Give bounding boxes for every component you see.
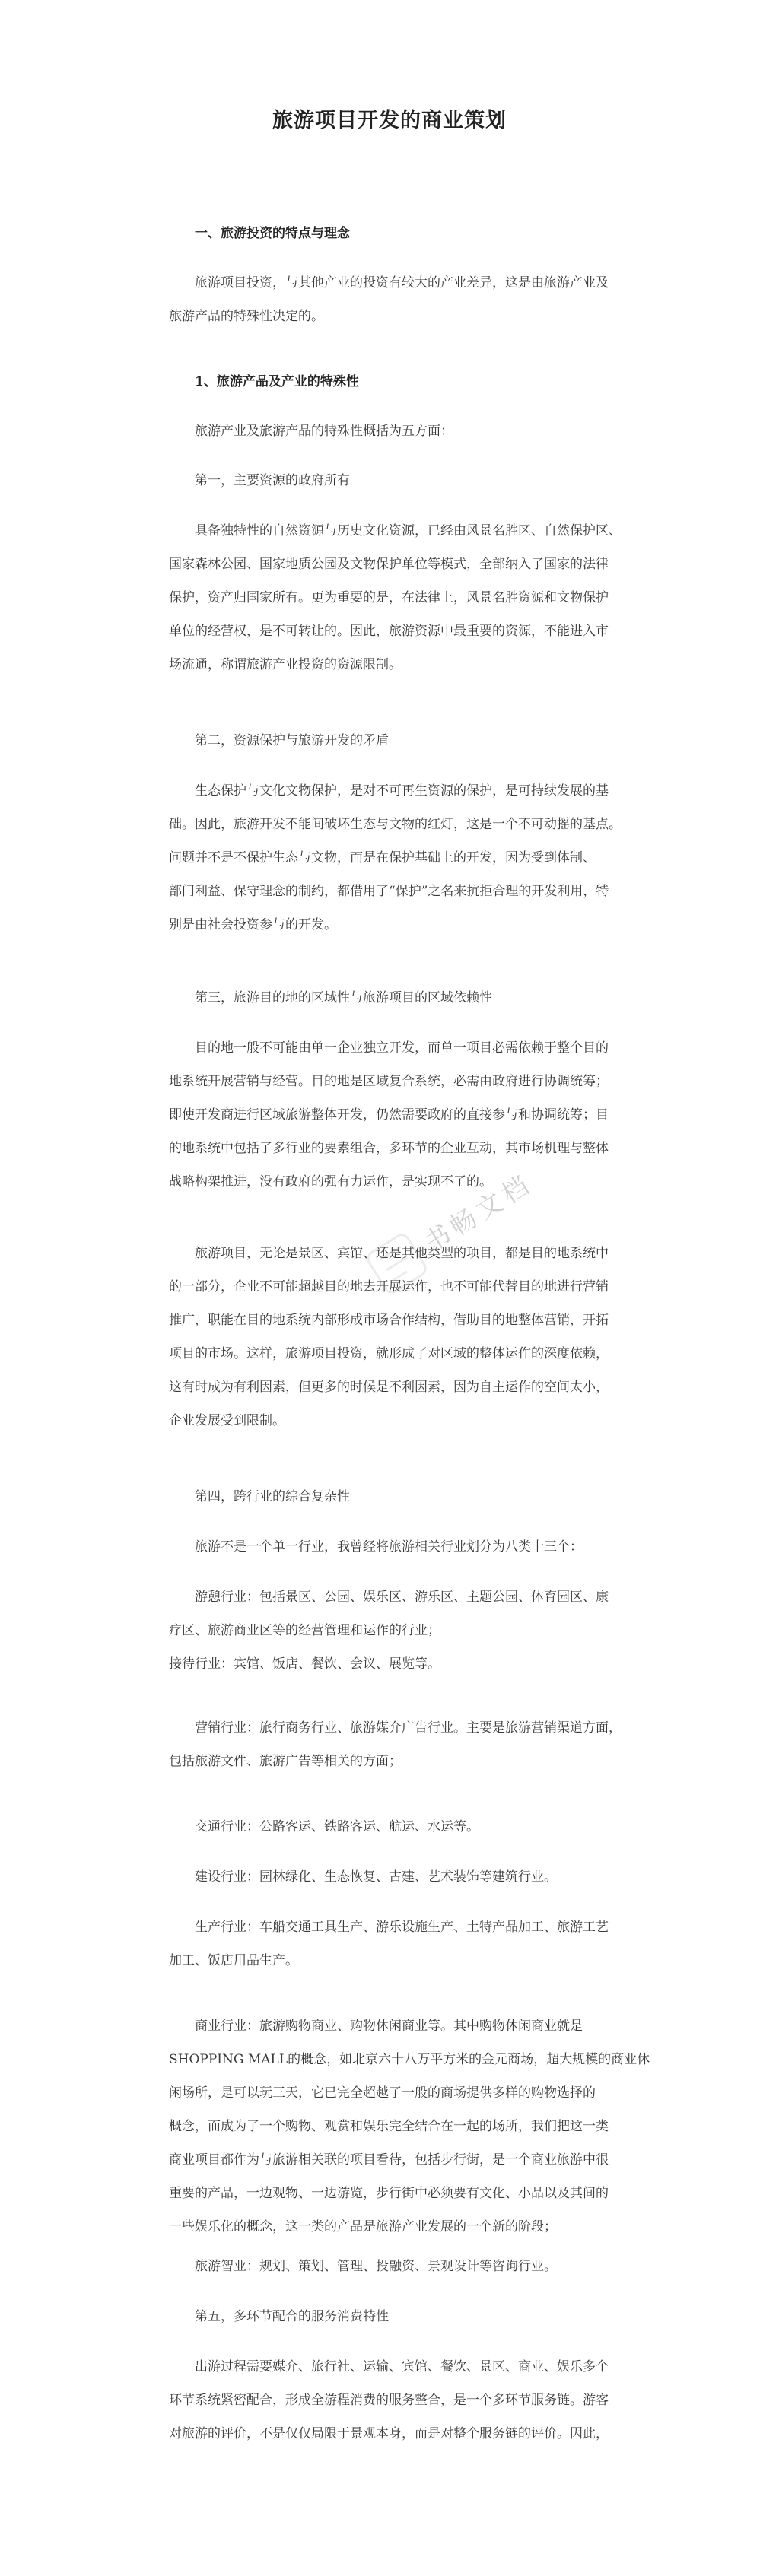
paragraph-p4 [169,415,622,448]
paragraph-line: 部门利益、保守理念的制约，都借用了“保护”之名来抗拒合理的开发利用，特 [169,884,609,899]
paragraph-line: 第二，资源保护与旅游开发的矛盾 [195,733,389,748]
paragraph-line: 即使开发商进行区域旅游整体开发，仍然需要政府的直接参与和协调统筹；目 [169,1107,609,1123]
paragraph-line: 旅游产业及旅游产品的特殊性概括为五方面： [195,424,453,439]
paragraph-line: 国家森林公园、国家地质公园及文物保护单位等模式，全部纳入了国家的法律 [169,557,609,572]
paragraph-line: 推广，职能在目的地系统内部形成市场合作结构，借助目的地整体营销，开拓 [169,1313,609,1328]
paragraph-p7 [169,724,622,758]
paragraph-line: 单位的经营权，是不可转让的。因此，旅游资源中最重要的资源，不能进入市 [169,624,609,639]
paragraph-line: 重要的产品，一边观物、一边游览，步行街中必须要有文化、小品以及其间的 [169,2186,609,2201]
paragraph-p14 [169,1580,622,1681]
paragraph-line: 接待行业：宾馆、饭店、餐饮、会议、展览等。 [169,1656,440,1672]
paragraph-line: 一些娱乐化的概念，这一类的产品是旅游产业发展的一个新的阶段； [169,2219,557,2235]
paragraph-line: SHOPPING MALL的概念，如北京六十八万平方米的金元商场，超大规模的商业休 [169,2052,650,2067]
paragraph-line: 游憩行业：包括景区、公园、娱乐区、游乐区、主题公园、体育园区、康 [195,1590,609,1605]
paragraph-line: 第四，跨行业的综合复杂性 [195,1489,350,1504]
paragraph-p16 [169,1810,622,1844]
paragraph-line: 战略构架推进，没有政府的强有力运作，是实现不了的。 [169,1174,492,1190]
paragraph-line: 一、旅游投资的特点与理念 [195,226,350,241]
paragraph-line: 地系统开展营销与经营。目的地是区域复合系统，必需由政府进行协调统筹； [169,1074,609,1089]
paragraph-line: 的一部分，企业不可能超越目的地去开展运作，也不可能代替目的地进行营销 [169,1279,609,1294]
paragraph-line: 生态保护与文化文物保护，是对不可再生资源的保护，是可持续发展的基 [195,783,609,799]
paragraph-line: 疗区、旅游商业区等的经营管理和运作的行业； [169,1623,440,1638]
paragraph-line: 目的地一般不可能由单一企业独立开发，而单一项目必需依赖于整个目的 [195,1040,609,1056]
document-title: 旅游项目开发的商业策划 [272,109,507,133]
paragraph-line: 这有时成为有利因素，但更多的时候是不利因素，因为自主运作的空间太小， [169,1380,609,1395]
paragraph-line: 旅游项目投资，与其他产业的投资有较大的产业差异，这是由旅游产业及 [195,275,609,291]
paragraph-line: 企业发展受到限制。 [169,1413,285,1428]
paragraph-p18 [169,1911,622,1977]
paragraph-p12 [169,1480,622,1514]
paragraph-line: 项目的市场。这样，旅游项目投资，就形成了对区域的整体运作的深度依赖， [169,1346,609,1361]
paragraph-line: 建设行业：园林绿化、生态恢复、古建、艺术装饰等建筑行业。 [195,1869,557,1885]
paragraph-p17 [169,1860,622,1894]
paragraph-p2 [169,266,622,333]
paragraph-p21 [169,2300,622,2333]
paragraph-line: 具备独特性的自然资源与历史文化资源，已经由风景名胜区、自然保护区、 [195,523,622,538]
paragraph-line: 交通行业：公路客运、铁路客运、航运、水运等。 [195,1819,479,1834]
paragraph-p20 [169,2250,622,2283]
paragraph-line: 第一，主要资源的政府所有 [195,473,350,488]
paragraph-line: 环节系统紧密配合，形成全游程消费的服务整合，是一个多环节服务链。游客 [169,2393,609,2408]
paragraph-line: 出游过程需要媒介、旅行社、运输、宾馆、餐饮、景区、商业、娱乐多个 [195,2359,609,2374]
paragraph-line: 问题并不是不保护生态与文物，而是在保护基础上的开发，因为受到体制、 [169,850,596,866]
paragraph-line: 生产行业：车船交通工具生产、游乐设施生产、土特产品加工、旅游工艺 [195,1920,609,1935]
paragraph-line: 包括旅游文件、旅游广告等相关的方面； [169,1754,402,1769]
paragraph-line: 闲场所，是可以玩三天，它已完全超越了一般的商场提供多样的购物选择的 [169,2085,596,2101]
paragraph-line: 第五，多环节配合的服务消费特性 [195,2309,389,2324]
paragraph-line: 的地系统中包括了多行业的要素组合，多环节的企业互动，其市场机理与整体 [169,1141,609,1156]
paragraph-line: 场流通，称谓旅游产业投资的资源限制。 [169,657,402,672]
paragraph-line: 保护，资产归国家所有。更为重要的是，在法律上，风景名胜资源和文物保护 [169,590,609,605]
paragraph-line: 旅游项目，无论是景区、宾馆、还是其他类型的项目，都是目的地系统中 [195,1246,609,1261]
paragraph-line: 别是由社会投资参与的开发。 [169,917,337,932]
paragraph-line: 营销行业：旅行商务行业、旅游媒介广告行业。主要是旅游营销渠道方面， [195,1720,622,1736]
paragraph-p19 [169,2009,650,2244]
paragraph-p5 [169,464,622,497]
watermark-text: 书畅文档 [418,1168,539,1259]
paragraph-line: 对旅游的评价，不是仅仅局限于景观本身，而是对整个服务链的评价。因此， [169,2426,609,2441]
paragraph-p9 [169,981,622,1015]
paragraph-p6 [169,514,622,681]
paragraph-line: 商业项目都作为与旅游相关联的项目看待，包括步行街，是一个商业旅游中很 [169,2152,609,2168]
paragraph-line: 础。因此，旅游开发不能间破坏生态与文物的红灯，这是一个不可动摇的基点。 [169,817,622,832]
paragraph-line: 加工、饭店用品生产。 [169,1953,298,1968]
paragraph-p8 [169,774,622,942]
paragraph-line: 概念，而成为了一个购物、观赏和娱乐完全结合在一起的场所，我们把这一类 [169,2119,609,2134]
paragraph-line: 旅游产品的特殊性决定的。 [169,309,324,324]
paragraph-line: 第三，旅游目的地的区域性与旅游项目的区域依赖性 [195,990,492,1005]
paragraph-line: 商业行业：旅游购物商业、购物休闲商业等。其中购物休闲商业就是 [195,2019,583,2034]
paragraph-p22 [169,2350,622,2451]
paragraph-line: 1、旅游产品及产业的特殊性 [195,374,359,389]
paragraph-p15 [169,1711,622,1778]
paragraph-p13 [169,1530,622,1564]
paragraph-p1 [169,217,622,250]
paragraph-line: 旅游智业：规划、策划、管理、投融资、景观设计等咨询行业。 [195,2259,557,2274]
paragraph-p3 [169,365,622,399]
paragraph-line: 旅游不是一个单一行业，我曾经将旅游相关行业划分为八类十三个： [195,1539,583,1555]
